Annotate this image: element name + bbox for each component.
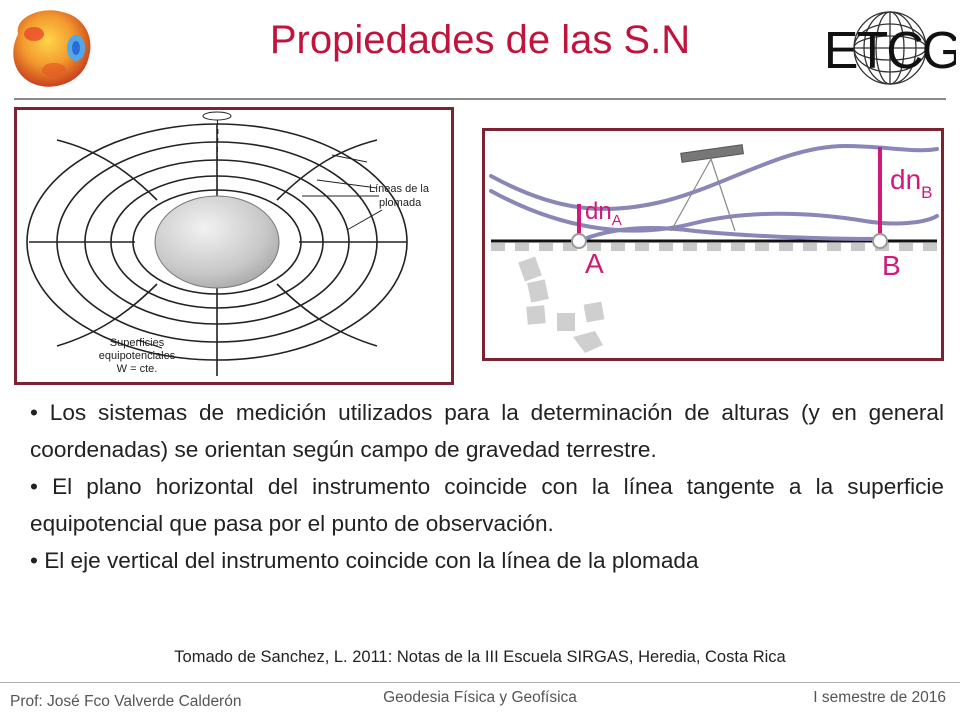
dnB-subscript: B xyxy=(921,183,933,202)
bullet-item: • El eje vertical del instrumento coincide con la línea de la plomada xyxy=(30,548,699,573)
source-citation: Tomado de Sanchez, L. 2011: Notas de la III Escuela SIRGAS, Heredia, Costa Rica xyxy=(174,648,786,666)
bullet-list xyxy=(30,394,944,579)
surfaces-label-2: equipotenciales xyxy=(98,350,176,362)
plumb-lines-label-1: Líneas de la xyxy=(369,183,429,195)
bullet-text: El eje vertical del instrumento coincide con la línea de la plomada xyxy=(44,548,699,573)
etcg-logo xyxy=(828,6,956,98)
bullet-text: El plano horizontal del instrumento coincide con la línea tangente a la superficie equipotencial que pasa por el punto de observación. xyxy=(30,474,945,536)
footer-semester: I semestre de 2016 xyxy=(813,689,946,706)
leveling-diagram-figure xyxy=(482,128,944,361)
bullet-text: Los sistemas de medición utilizados para la determinación de alturas (y en general coordenadas) se orientan según campo de gravedad terrestre. xyxy=(30,400,944,462)
dnA-text: dn xyxy=(585,198,612,225)
dnA-label xyxy=(585,198,622,229)
point-a xyxy=(572,234,586,248)
point-b xyxy=(873,234,887,248)
slide-title: Propiedades de las S.N xyxy=(269,18,691,62)
equipotential-surface-middle xyxy=(491,191,937,231)
point-a-label: A xyxy=(585,248,604,279)
surfaces-label-3: W = cte. xyxy=(116,363,158,375)
equipotential-surface-lower xyxy=(579,228,880,241)
plumb-lines-label-2: plomada xyxy=(379,197,422,209)
footer-course: Geodesia Física y Geofísica xyxy=(383,689,577,706)
bullet-item: • Los sistemas de medición utilizados para la determinación de alturas (y en general coordenadas) se orientan según campo de gravedad terrestre. xyxy=(30,400,944,462)
etcg-logo-text: ETCG xyxy=(828,22,956,80)
point-b-label: B xyxy=(882,250,901,281)
bullet-item: • El plano horizontal del instrumento coincide con la línea tangente a la superficie equipotencial que pasa por el punto de observación. xyxy=(30,474,945,536)
level-instrument xyxy=(681,145,744,163)
equipotential-surfaces-figure xyxy=(14,107,454,385)
footer-author: Prof: José Fco Valverde Calderón xyxy=(10,693,242,710)
dnB-label xyxy=(890,164,933,202)
dnB-text: dn xyxy=(890,164,922,195)
surfaces-label-1: Superficies xyxy=(109,337,165,349)
title-divider xyxy=(14,98,946,100)
dnA-subscript: A xyxy=(611,212,622,229)
footer-divider xyxy=(0,682,960,683)
